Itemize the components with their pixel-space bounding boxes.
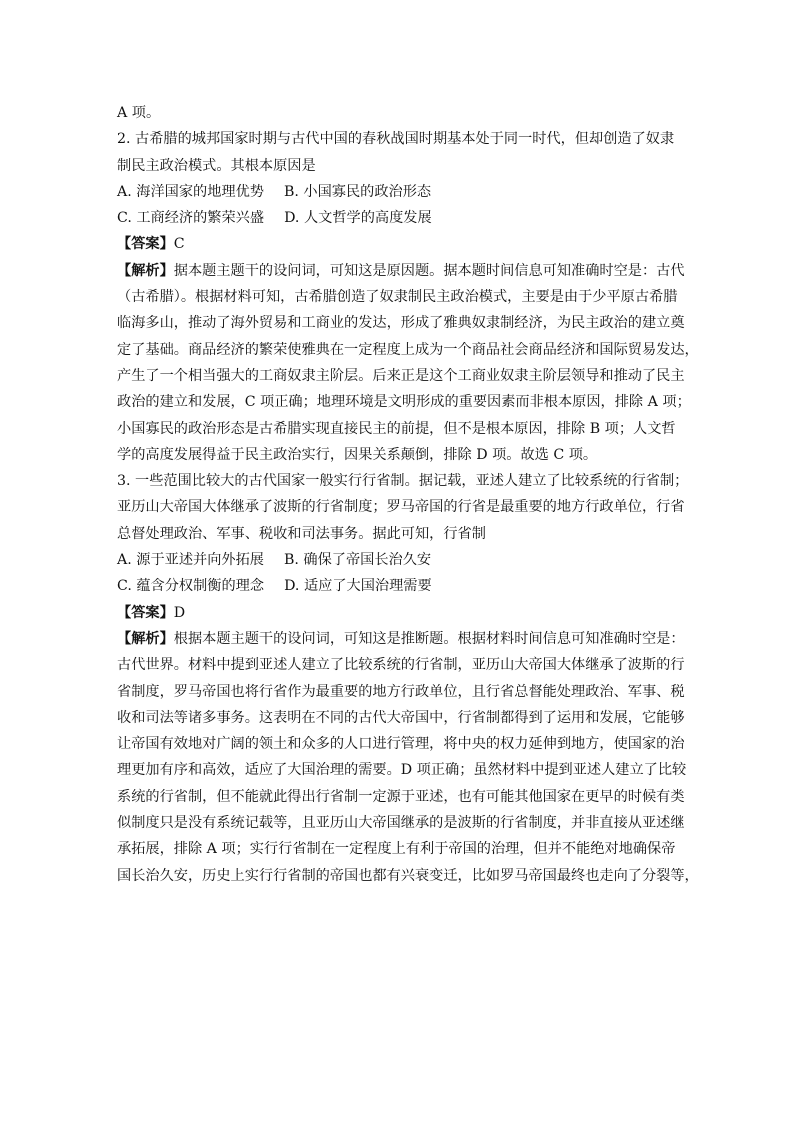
- question-2-analysis-line: 政治的建立和发展，C 项正确；地理环境是文明形成的重要因素而非根本原因，排除 A 项；: [117, 394, 691, 411]
- question-3-analysis-line: [117, 626, 685, 652]
- document-page: [117, 100, 699, 889]
- question-2-answer: [117, 231, 677, 257]
- question-2-analysis-line: 临海多山，推动了海外贸易和工商业的发达，形成了雅典奴隶制经济，为民主政治的建立奠: [117, 315, 685, 332]
- answer-value: D: [173, 604, 186, 621]
- question-3-analysis-line: 省制度，罗马帝国也将行省作为最重要的地方行政单位，且行省总督能处理政治、军事、税: [117, 683, 685, 700]
- answer-value: C: [173, 236, 185, 253]
- analysis-text: 根据本题主题干的设问词，可知这是推断题。根据材料时间信息可知准确时空是：: [173, 630, 685, 647]
- option-d: D. 人文哲学的高度发展: [284, 210, 432, 227]
- question-3-analysis-line: 让帝国有效地对广阔的领土和众多的人口进行管理，将中央的权力延伸到地方，使国家的治: [117, 736, 685, 753]
- option-a: A. 海洋国家的地理优势: [117, 183, 264, 200]
- option-b: B. 小国寡民的政治形态: [283, 183, 432, 200]
- question-3-options-row-1: [117, 547, 677, 573]
- text-line: A 项。: [117, 105, 161, 121]
- option-c: C. 工商经济的繁荣兴盛: [117, 210, 265, 227]
- question-2-analysis-line: [117, 258, 685, 284]
- option-a: A. 源于亚述并向外拓展: [117, 552, 264, 569]
- question-2-analysis-line: 定了基础。商品经济的繁荣使雅典在一定程度上成为一个商品社会商品经济和国际贸易发达，: [117, 341, 699, 358]
- question-3-analysis-line: 承拓展，排除 A 项；实行行省制在一定程度上有利于帝国的治理，但并不能绝对地确保帝: [117, 841, 676, 858]
- option-d: D. 适应了大国治理需要: [284, 578, 432, 595]
- question-2-analysis-line: （古希腊）。根据材料可知，古希腊创造了奴隶制民主政治模式，主要是由于少平原古希腊: [117, 289, 678, 306]
- question-2-options-row-2: [117, 205, 677, 231]
- analysis-label: 【解析】: [117, 630, 174, 647]
- question-3-stem: 3. 一些范围比较大的古代国家一般实行行省制。据记载，亚述人建立了比较系统的行省制；: [117, 473, 689, 490]
- analysis-text: 据本题主题干的设问词，可知这是原因题。据本题时间信息可知准确时空是：古代: [173, 262, 685, 279]
- question-2-options-row-1: [117, 179, 677, 205]
- question-2-analysis-line: 小国寡民的政治形态是古希腊实现直接民主的前提，但不是根本原因，排除 B 项；人文哲: [117, 420, 676, 437]
- question-2-analysis-line: 产生了一个相当强大的工商奴隶主阶层。后来正是这个工商业奴隶主阶层领导和推动了民主: [117, 367, 685, 384]
- question-3-analysis-line: 理更加有序和高效，适应了大国治理的需要。D 项正确；虽然材料中提到亚述人建立了比较: [117, 762, 687, 779]
- analysis-label: 【解析】: [117, 262, 174, 279]
- question-3-analysis-line: 似制度只是没有系统记载等，且亚历山大帝国继承的是波斯的行省制度，并非直接从亚述继: [117, 815, 685, 832]
- question-3-answer: [117, 600, 677, 626]
- question-2-stem: 2. 古希腊的城邦国家时期与古代中国的春秋战国时期基本处于同一时代，但却创造了奴隶: [117, 131, 675, 148]
- question-2-stem: 制民主政治模式。其根本原因是: [117, 157, 316, 174]
- question-3-analysis-line: 国长治久安，历史上实行行省制的帝国也都有兴衰变迁，比如罗马帝国最终也走向了分裂等，: [117, 867, 699, 884]
- question-3-stem: 总督处理政治、军事、税收和司法事务。据此可知，行省制: [117, 525, 486, 542]
- question-3-options-row-2: [117, 573, 677, 599]
- answer-label: 【答案】: [117, 604, 174, 621]
- question-3-analysis-line: 古代世界。材料中提到亚述人建立了比较系统的行省制，亚历山大帝国大体继承了波斯的行: [117, 657, 685, 674]
- question-3-stem: 亚历山大帝国大体继承了波斯的行省制度；罗马帝国的行省是最重要的地方行政单位，行省: [117, 499, 685, 516]
- question-3-analysis-line: 收和司法等诸多事务。这表明在不同的古代大帝国中，行省制都得到了运用和发展，它能够: [117, 709, 685, 726]
- question-2-analysis-line: 学的高度发展得益于民主政治实行，因果关系颠倒，排除 D 项。故选 C 项。: [117, 446, 598, 463]
- option-c: C. 蕴含分权制衡的理念: [117, 578, 265, 595]
- question-3-analysis-line: 系统的行省制，但不能就此得出行省制一定源于亚述，也有可能其他国家在更早的时候有类: [117, 788, 685, 805]
- option-b: B. 确保了帝国长治久安: [283, 552, 432, 569]
- answer-label: 【答案】: [117, 236, 174, 253]
